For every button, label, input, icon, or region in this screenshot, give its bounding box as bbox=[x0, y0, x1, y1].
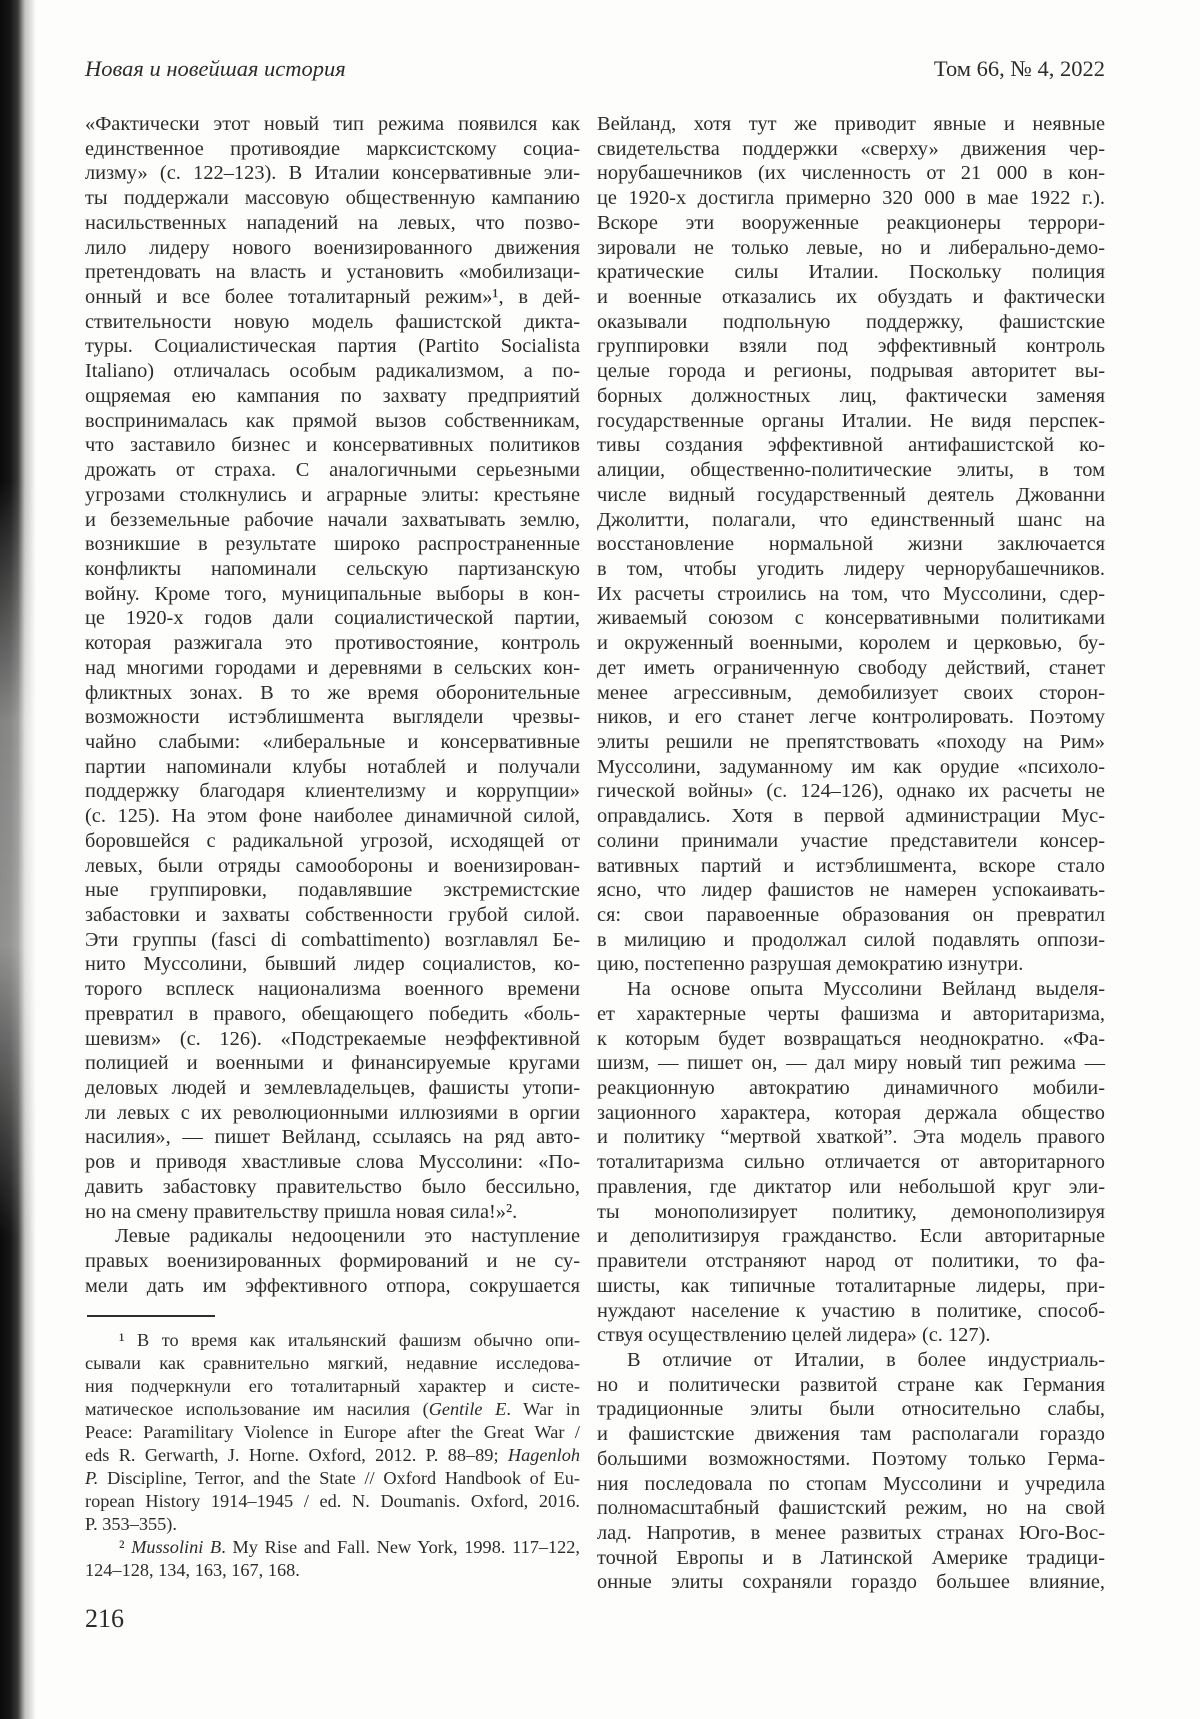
text-line: насилия», — пишет Вейланд, ссылаясь на ряд авто- bbox=[85, 1126, 580, 1149]
text-line: правители отстраняют народ от политики, то фа- bbox=[597, 1250, 1105, 1273]
text-line: мели дать им эффективного отпора, сокрушается bbox=[85, 1274, 580, 1297]
text-line: и окруженный военными, королем и церковью, бу- bbox=[597, 632, 1105, 655]
text-line: забастовки и захваты собственности грубой силой. bbox=[85, 904, 580, 926]
paragraph bbox=[85, 1329, 580, 1537]
text-line: живаемый союзом с консервативными политиками bbox=[597, 607, 1105, 630]
text-line: Peace: Paramilitary Violence in Europe after the Great War / bbox=[85, 1421, 580, 1442]
text-line: возникшие в результате широко распространенные bbox=[85, 533, 580, 556]
text-line: ты поддержали массовую общественную кампанию bbox=[85, 187, 580, 210]
text-line: в милицию и продолжал силой подавлять оппози- bbox=[597, 928, 1105, 951]
text-line: государственные органы Италии. Не видя перспек- bbox=[597, 409, 1105, 432]
text-line: матическое использование им насилия (Gentile E. War in bbox=[85, 1398, 581, 1419]
page-header bbox=[85, 56, 1105, 82]
text-line: 124–128, 134, 163, 167, 168. bbox=[85, 1560, 300, 1581]
text-line: войну. Кроме того, муниципальные выборы в кон- bbox=[85, 582, 580, 605]
text-line: ния последовала по стопам Муссолини и учредила bbox=[597, 1472, 1105, 1495]
scan-edge-artifact bbox=[0, 0, 42, 1719]
text-line: тивы создания эффективной антифашистской ко- bbox=[597, 434, 1105, 457]
text-line: лило лидеру нового военизированного движения bbox=[85, 236, 580, 259]
text-line: ные группировки, подавлявшие экстремистские bbox=[85, 879, 580, 902]
text-line: Вейланд, хотя тут же приводит явные и неявные bbox=[597, 113, 1105, 135]
right-column bbox=[597, 112, 1105, 1595]
paragraph bbox=[597, 977, 1105, 1348]
text-line: и фашистские движения там располагали гораздо bbox=[597, 1423, 1105, 1446]
left-column bbox=[85, 112, 580, 1595]
text-line: но на смену правительству пришла новая сила!»². bbox=[85, 1200, 518, 1223]
text-line: ощряемая ею кампания по захвату предприятий bbox=[85, 384, 580, 407]
text-line: Эти группы (fasci di combattimento) возглавлял Бе- bbox=[85, 928, 580, 951]
text-line: солини принимали участие представители консер- bbox=[597, 829, 1105, 852]
text-line: которая разжигала это противостояние, контроль bbox=[85, 632, 580, 655]
text-line: В отличие от Италии, в более индустриаль- bbox=[627, 1348, 1105, 1371]
text-line: возможности истэблишмента выглядели чрезвы- bbox=[85, 706, 580, 729]
text-line: числе видный государственный деятель Джованни bbox=[597, 483, 1105, 506]
text-line: Левые радикалы недооценили это наступление bbox=[115, 1225, 580, 1248]
paragraph bbox=[85, 1224, 580, 1298]
text-line: зационного характера, которая держала общество bbox=[597, 1101, 1105, 1124]
text-line: eds R. Gerwarth, J. Horne. Oxford, 2012. P. 88–89; Hagenloh bbox=[85, 1444, 580, 1465]
footnotes bbox=[85, 1329, 580, 1583]
text-line: гической войны» (с. 124–126), однако их расчеты не bbox=[597, 780, 1105, 803]
two-column-text bbox=[85, 112, 1105, 1595]
text-line: и политику “мертвой хваткой”. Эта модель правого bbox=[597, 1126, 1105, 1149]
text-line: партии напоминали клубы нотаблей и получали bbox=[85, 755, 580, 778]
text-line: вативных партий и истэблишмента, вскоре стало bbox=[597, 854, 1105, 877]
text-line: единственное противоядие марксистскому социа- bbox=[85, 137, 580, 160]
text-line: зировали не только левые, но и либерально-демо- bbox=[597, 236, 1105, 259]
text-line: давить забастовку правительство было бессильно, bbox=[85, 1175, 580, 1198]
text-line: лад. Напротив, в менее развитых странах Юго-Вос- bbox=[597, 1521, 1105, 1544]
text-line: шисты, как типичные тоталитарные лидеры, при- bbox=[597, 1274, 1105, 1297]
text-line: ствительности новую модель фашистской дикта- bbox=[85, 310, 580, 333]
text-line: целые города и регионы, подрывая авторитет вы- bbox=[597, 360, 1105, 383]
text-line: «Фактически этот новый тип режима появился как bbox=[85, 113, 580, 135]
text-line: P. Discipline, Terror, and the State // Oxford Handbook of Eu- bbox=[85, 1468, 580, 1489]
text-line: и деполитизируя гражданство. Если авторитарные bbox=[597, 1225, 1105, 1248]
text-line: чайно слабыми: «либеральные и консервативные bbox=[85, 730, 580, 753]
text-line: реакционную автократию динамичного мобили- bbox=[597, 1077, 1105, 1100]
text-line: торого всплеск национализма военного времени bbox=[85, 978, 580, 1001]
text-line: шизм, — пишет он, — дал миру новый тип режима — bbox=[597, 1052, 1105, 1075]
text-line: онный и все более тоталитарный режим»¹, в дей- bbox=[85, 286, 580, 309]
text-line: и военные отказались их обуздать и фактически bbox=[597, 286, 1105, 309]
paragraph bbox=[85, 112, 580, 1224]
text-line: Italiano) отличалась особым радикализмом, а по- bbox=[85, 360, 580, 383]
text-line: большими возможностями. Поэтому только Герма- bbox=[597, 1447, 1105, 1470]
text-line: элиты решили не препятствовать «походу на Рим» bbox=[597, 730, 1105, 753]
text-line: ния подчеркнули его тоталитарный характер и систе- bbox=[85, 1375, 580, 1396]
text-line: норубашечников (их численность от 21 000 в кон- bbox=[597, 162, 1105, 185]
text-line: P. 353–355). bbox=[85, 1514, 177, 1535]
text-line: фликтных зонах. В то же время оборонительные bbox=[85, 681, 580, 704]
paragraph bbox=[597, 1348, 1105, 1595]
text-line: претендовать на власть и установить «мобилизаци- bbox=[85, 261, 580, 284]
paragraph bbox=[597, 112, 1105, 977]
text-line: дрожать от страха. С аналогичными серьезными bbox=[85, 459, 580, 482]
paragraph bbox=[85, 1536, 580, 1582]
text-line: ли левых с их революционными иллюзиями в оргии bbox=[85, 1101, 580, 1124]
text-line: ¹ В то время как итальянский фашизм обычно опи- bbox=[119, 1329, 580, 1350]
text-line: насильственных нападений на левых, что позво- bbox=[85, 211, 580, 234]
text-line: группировки взяли под эффективный контроль bbox=[597, 335, 1105, 358]
text-line: деловых людей и землевладельцев, фашисты утопи- bbox=[85, 1077, 580, 1100]
text-line: поддержку благодаря клиентелизму и коррупции» bbox=[85, 780, 580, 803]
text-line: туры. Социалистическая партия (Partito Socialista bbox=[85, 335, 580, 358]
text-line: сывали как сравнительно мягкий, недавние исследова- bbox=[85, 1352, 580, 1373]
text-line: нуждают население к участию в политике, способ- bbox=[597, 1299, 1105, 1322]
text-line: менее агрессивным, демобилизует своих сторон- bbox=[597, 681, 1105, 704]
text-line: алиции, общественно-политические элиты, в том bbox=[597, 459, 1105, 482]
text-line: ров и приводя хвастливые слова Муссолини: «По- bbox=[85, 1151, 580, 1174]
issue-info: Том 66, № 4, 2022 bbox=[933, 56, 1105, 81]
text-line: Джолитти, полагали, что единственный шанс на bbox=[597, 508, 1105, 531]
text-line: левых, были отряды самообороны и военизирован- bbox=[85, 854, 580, 877]
footnote-separator bbox=[87, 1315, 215, 1317]
journal-title: Новая и новейшая история bbox=[85, 56, 346, 81]
text-line: нито Муссолини, бывший лидер социалистов, ко- bbox=[85, 953, 580, 976]
text-line: ясно, что лидер фашистов не намерен успокаивать- bbox=[597, 879, 1105, 902]
text-line: це 1920-х достигла примерно 320 000 в мае 1922 г.). bbox=[597, 187, 1105, 210]
text-line: традиционные элиты были относительно слабы, bbox=[597, 1398, 1105, 1421]
text-line: Их расчеты строились на том, что Муссолини, сдер- bbox=[597, 582, 1105, 605]
text-line: (с. 125). На этом фоне наиболее динамичной силой, bbox=[85, 805, 580, 828]
text-line: ствуя осуществлению целей лидера» (с. 127). bbox=[597, 1324, 991, 1347]
text-line: превратил в правого, обещающего победить «боль- bbox=[85, 1002, 580, 1025]
text-line: ropean History 1914–1945 / ed. N. Doumanis. Oxford, 2016. bbox=[85, 1491, 580, 1512]
text-line: полицией и военными и финансируемые кругами bbox=[85, 1052, 580, 1075]
text-line: но и политически развитой стране как Германия bbox=[597, 1373, 1105, 1396]
text-line: полномасштабный фашистский режим, но на свой bbox=[597, 1497, 1105, 1520]
text-line: Вскоре эти вооруженные реакционеры террори- bbox=[597, 211, 1105, 234]
text-line: свидетельства поддержки «сверху» движения чер- bbox=[597, 137, 1105, 160]
text-line: лизму» (с. 122–123). В Италии консервативные эли- bbox=[85, 162, 580, 185]
text-line: ет характерные черты фашизма и авторитаризма, bbox=[597, 1002, 1105, 1025]
text-line: борных должностных лиц, фактически заменяя bbox=[597, 384, 1105, 407]
text-line: что заставило бизнес и консервативных политиков bbox=[85, 434, 580, 457]
text-line: над многими городами и деревнями в сельских кон- bbox=[85, 656, 580, 679]
text-line: тоталитаризма сильно отличается от авторитарного bbox=[597, 1151, 1105, 1174]
text-line: дет иметь ограниченную свободу действий, станет bbox=[597, 656, 1105, 679]
text-line: ся: свои паравоенные образования он превратил bbox=[597, 904, 1105, 926]
text-line: шевизм» (с. 126). «Подстрекаемые неэффективной bbox=[85, 1027, 580, 1050]
text-line: цию, постепенно разрушая демократию изнутри. bbox=[597, 953, 1024, 976]
text-line: кратические силы Италии. Поскольку полиция bbox=[597, 261, 1105, 284]
text-line: Муссолини, задуманному им как орудие «психоло- bbox=[597, 755, 1105, 778]
text-line: правых военизированных формирований и не су- bbox=[85, 1250, 580, 1273]
text-line: точной Европы и в Латинской Америке традици- bbox=[597, 1546, 1105, 1569]
page-number: 216 bbox=[85, 1604, 124, 1633]
text-line: ² Mussolini B. My Rise and Fall. New York, 1998. 117–122, bbox=[119, 1537, 580, 1558]
text-line: оказывали подпольную поддержку, фашистские bbox=[597, 310, 1105, 333]
text-line: воспринималась как прямой вызов собственникам, bbox=[85, 409, 580, 432]
text-line: це 1920-х годов дали социалистической партии, bbox=[85, 607, 580, 630]
text-line: к которым будет возвращаться неоднократно. «Фа- bbox=[597, 1027, 1105, 1050]
text-line: боровшейся с радикальной угрозой, исходящей от bbox=[85, 829, 580, 852]
text-line: На основе опыта Муссолини Вейланд выделя- bbox=[627, 978, 1105, 1001]
text-line: ты монополизирует политику, демонополизируя bbox=[597, 1200, 1105, 1223]
text-line: восстановление нормальной жизни заключается bbox=[597, 533, 1105, 556]
text-line: оправдались. Хотя в первой администрации Мус- bbox=[597, 805, 1105, 828]
text-line: в том, чтобы угодить лидеру чернорубашечников. bbox=[597, 557, 1105, 580]
text-line: конфликты напоминали сельскую партизанскую bbox=[85, 557, 580, 580]
text-line: угрозами столкнулись и аграрные элиты: крестьяне bbox=[85, 483, 580, 506]
text-line: ников, и его станет легче контролировать. Поэтому bbox=[597, 706, 1105, 729]
text-line: и безземельные рабочие начали захватывать землю, bbox=[85, 508, 580, 531]
text-line: онные элиты сохраняли гораздо большее влияние, bbox=[597, 1571, 1105, 1594]
text-line: правления, где диктатор или небольшой круг эли- bbox=[597, 1175, 1105, 1198]
